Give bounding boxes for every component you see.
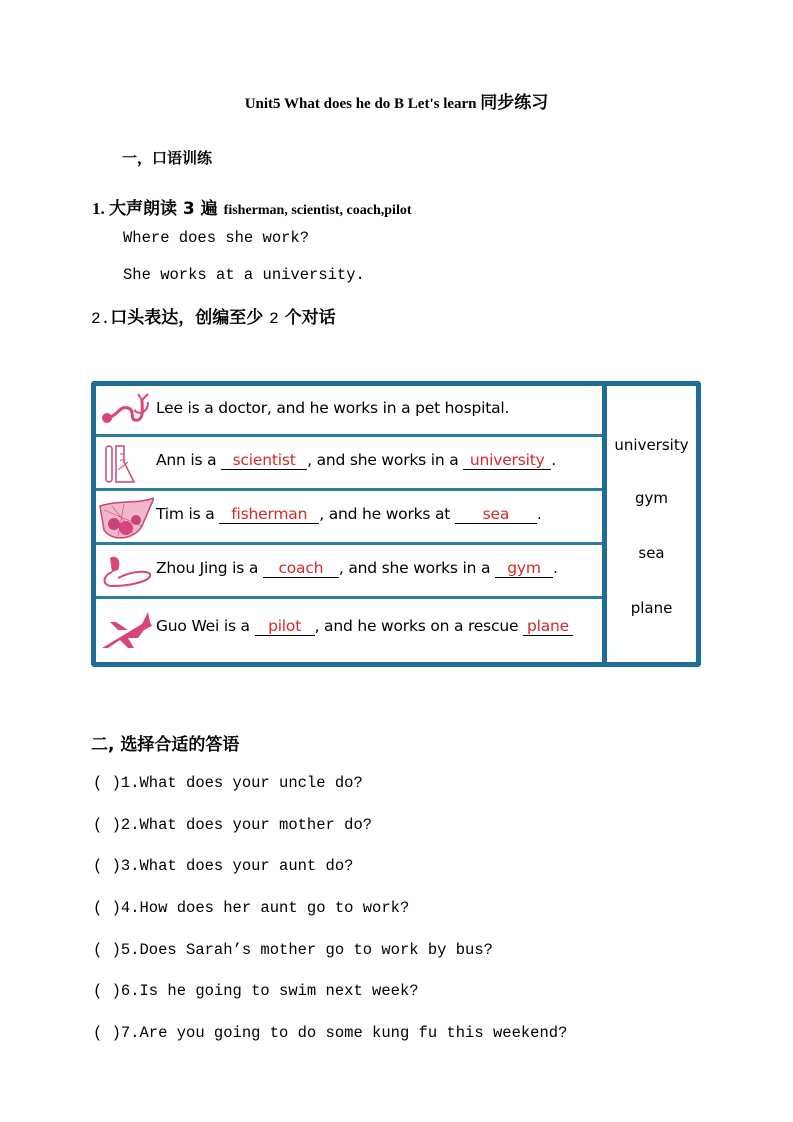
word-bank-item: gym [634, 489, 668, 507]
example-sentence-2: She works at a university. [123, 266, 365, 284]
item2-number: 2. [91, 310, 111, 328]
row-sentence: Guo Wei is a pilot , and he works on a rescue plane [156, 617, 573, 636]
word-bank-item: sea [638, 544, 665, 562]
answer-blank[interactable]: gym [495, 559, 553, 578]
title-english: Unit5 What does he do B Let's learn [244, 96, 481, 112]
question-3: ( )3.What does your aunt do? [93, 857, 354, 875]
answer-blank[interactable]: university [463, 451, 551, 470]
question-5: ( )5.Does Sarah’s mother go to work by bus? [93, 941, 493, 959]
example-sentence-1: Where does she work? [123, 229, 310, 247]
item2-instruction-end: 个对话 [278, 308, 336, 328]
row-sentence: Lee is a doctor, and he works in a pet hospital. [156, 399, 510, 417]
answer-blank[interactable]: coach [263, 559, 339, 578]
row-sentence: Zhou Jing is a coach , and she works in a gym . [156, 559, 558, 577]
title-chinese: 同步练习 [480, 93, 549, 113]
table-row [96, 494, 602, 545]
answer-blank[interactable]: sea [455, 505, 537, 524]
item2-instruction-line [91, 303, 336, 328]
test-tube-icon [98, 442, 154, 488]
section1-heading: 一，口语训练 [122, 149, 213, 167]
page-title [0, 88, 793, 113]
fill-in-table [91, 381, 701, 667]
word-bank-item: university [614, 436, 689, 454]
question-1: ( )1.What does your uncle do? [93, 774, 363, 792]
whistle-icon [98, 550, 154, 596]
item2-instruction: 口头表达，创编至少 [110, 308, 270, 328]
answer-blank[interactable]: scientist [221, 451, 307, 470]
item2-count: 2 [269, 310, 279, 328]
table-row [96, 440, 602, 491]
table-row [96, 386, 602, 437]
question-2: ( )2.What does your mother do? [93, 816, 373, 834]
answer-blank[interactable]: plane [523, 617, 573, 636]
word-bank [607, 386, 696, 662]
table-row [96, 548, 602, 599]
stethoscope-icon [98, 388, 154, 434]
question-4: ( )4.How does her aunt go to work? [93, 899, 410, 917]
item1-instruction-line [92, 194, 412, 219]
answer-blank[interactable]: fisherman [219, 505, 319, 524]
sentence-rows [96, 386, 602, 662]
item1-number: 1. [92, 199, 109, 218]
fishing-net-icon [98, 496, 154, 542]
row-sentence: Ann is a scientist , and she works in a university . [156, 451, 556, 469]
row-sentence: Tim is a fisherman , and he works at sea . [156, 505, 542, 523]
answer-blank[interactable]: pilot [255, 617, 315, 636]
question-7: ( )7.Are you going to do some kung fu this weekend? [93, 1024, 568, 1042]
airplane-icon [98, 608, 154, 654]
item1-vocabulary: fisherman, scientist, coach,pilot [223, 203, 412, 218]
question-6: ( )6.Is he going to swim next week? [93, 982, 419, 1000]
item1-instruction: 大声朗读 3 遍 [109, 199, 218, 219]
word-bank-item: plane [630, 599, 673, 617]
table-row [96, 602, 602, 662]
section2-heading: 二, 选择合适的答语 [91, 735, 240, 755]
